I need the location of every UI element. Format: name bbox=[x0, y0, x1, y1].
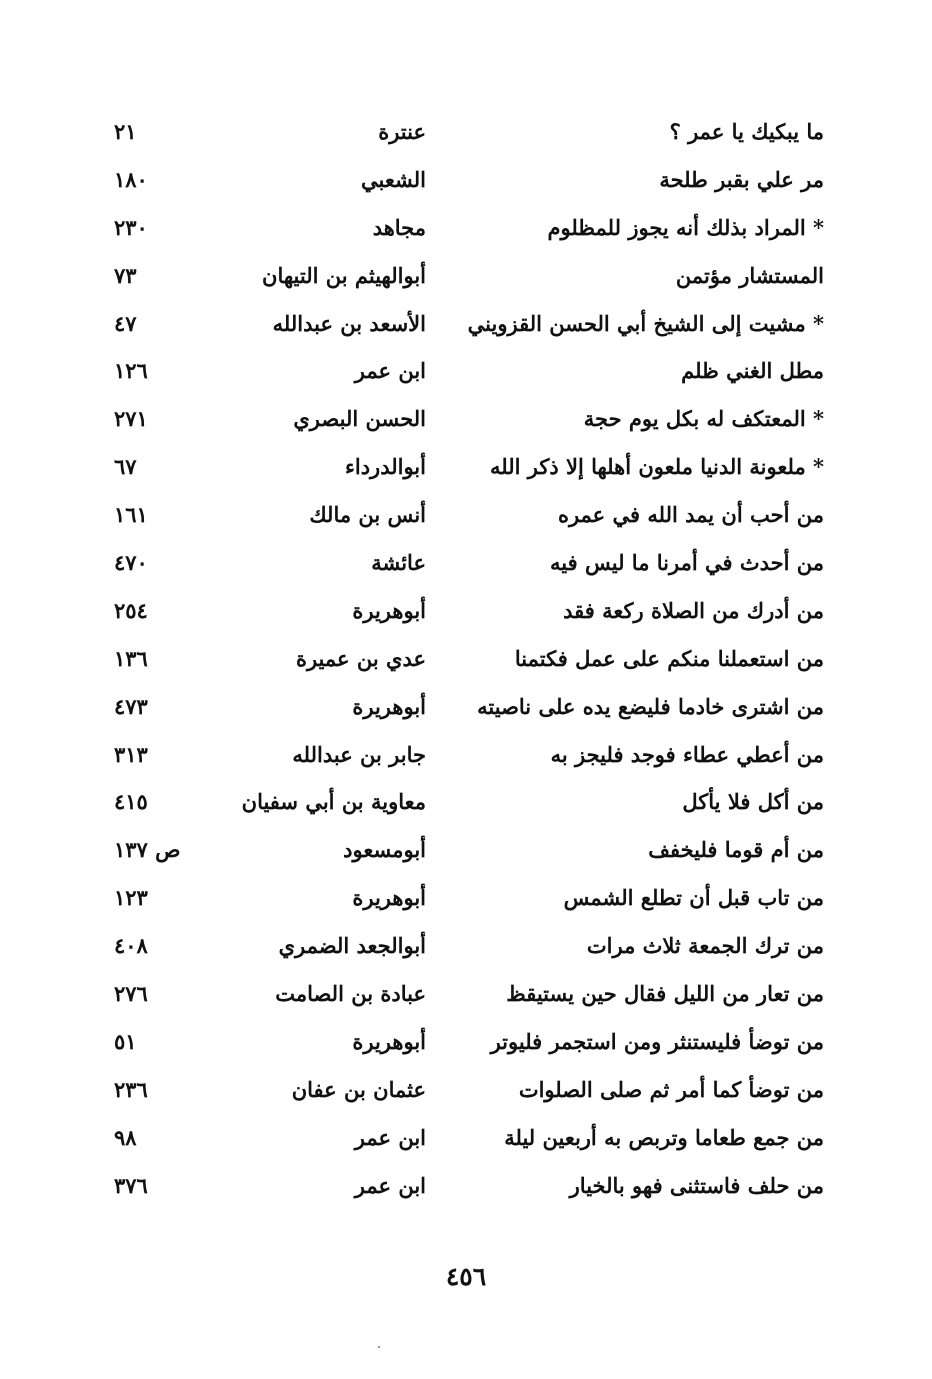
narrator-name: أبوهريرة bbox=[352, 885, 426, 911]
page-reference: ١٨٠ bbox=[114, 166, 148, 192]
table-row bbox=[100, 828, 830, 876]
table-row bbox=[100, 972, 830, 1020]
table-row bbox=[100, 1116, 830, 1164]
page-reference: ٤٠٨ bbox=[114, 933, 148, 959]
page-reference: ٤٧٠ bbox=[114, 550, 148, 576]
page-reference: ٢٧١ bbox=[114, 406, 148, 432]
hadith-text: * مشيت إلى الشيخ أبي الحسن القزويني bbox=[467, 310, 824, 336]
narrator-name: أبوالدرداء bbox=[345, 454, 426, 480]
page-reference: ٤١٥ bbox=[114, 789, 148, 815]
page-reference: ٦٧ bbox=[114, 454, 137, 480]
table-row bbox=[100, 924, 830, 972]
page-reference: ٢٣٦ bbox=[114, 1076, 148, 1102]
narrator-name: الشعبي bbox=[361, 166, 426, 192]
hadith-text: من تعار من الليل فقال حين يستيقظ bbox=[506, 981, 824, 1007]
narrator-name: أنس بن مالك bbox=[309, 502, 426, 528]
table-row bbox=[100, 254, 830, 302]
table-row bbox=[100, 397, 830, 445]
table-row bbox=[100, 637, 830, 685]
table-row bbox=[100, 733, 830, 781]
page-reference: ١٢٦ bbox=[114, 358, 148, 384]
table-row bbox=[100, 445, 830, 493]
hadith-text: من أكل فلا يأكل bbox=[682, 789, 824, 815]
table-row bbox=[100, 876, 830, 924]
hadith-text: من توضأ كما أمر ثم صلى الصلوات bbox=[518, 1076, 824, 1102]
scan-speck bbox=[378, 1346, 380, 1348]
page-reference: ٢٧٦ bbox=[114, 981, 148, 1007]
narrator-name: معاوية بن أبي سفيان bbox=[241, 789, 426, 815]
page-reference: ١٦١ bbox=[114, 502, 148, 528]
hadith-text: من أحب أن يمد الله في عمره bbox=[557, 502, 824, 528]
hadith-text: من توضأ فليستنثر ومن استجمر فليوتر bbox=[490, 1028, 824, 1054]
hadith-text: من أعطي عطاء فوجد فليجز به bbox=[550, 741, 824, 767]
table-row bbox=[100, 158, 830, 206]
page-reference: ٤٧ bbox=[114, 310, 137, 336]
page-reference: ٥١ bbox=[114, 1028, 137, 1054]
hadith-text: مطل الغني ظلم bbox=[681, 358, 824, 384]
table-row bbox=[100, 1020, 830, 1068]
page-reference: ١٣٦ bbox=[114, 645, 148, 671]
table-row bbox=[100, 780, 830, 828]
narrator-name: الأسعد بن عبدالله bbox=[272, 310, 426, 336]
hadith-text: من تاب قبل أن تطلع الشمس bbox=[563, 885, 824, 911]
page-reference: ٢١ bbox=[114, 119, 137, 144]
table-row bbox=[100, 1068, 830, 1116]
page-reference: ص ١٣٧ bbox=[114, 837, 181, 863]
narrator-name: عثمان بن عفان bbox=[291, 1076, 426, 1102]
page-reference: ٣١٣ bbox=[114, 741, 148, 767]
hadith-text: * ملعونة الدنيا ملعون أهلها إلا ذكر الله bbox=[489, 454, 824, 480]
page-reference: ٢٣٠ bbox=[114, 214, 148, 240]
narrator-name: ابن عمر bbox=[354, 358, 426, 384]
table-row bbox=[100, 493, 830, 541]
narrator-name: مجاهد bbox=[372, 214, 426, 240]
table-row bbox=[100, 1164, 830, 1212]
narrator-name: ابن عمر bbox=[354, 1124, 426, 1150]
narrator-name: عدي بن عميرة bbox=[295, 645, 426, 671]
table-row bbox=[100, 110, 830, 158]
hadith-index-table bbox=[100, 110, 830, 1211]
page-reference: ٣٧٦ bbox=[114, 1172, 148, 1198]
page-reference: ٤٧٣ bbox=[114, 693, 148, 719]
narrator-name: عبادة بن الصامت bbox=[275, 981, 426, 1007]
hadith-text: المستشار مؤتمن bbox=[675, 262, 824, 288]
table-row bbox=[100, 685, 830, 733]
hadith-text: مر علي بقبر طلحة bbox=[659, 166, 824, 192]
narrator-name: أبوهريرة bbox=[352, 597, 426, 623]
table-row bbox=[100, 349, 830, 397]
hadith-text: ما يبكيك يا عمر ؟ bbox=[669, 119, 824, 144]
narrator-name: عنترة bbox=[378, 119, 426, 144]
page-reference: ٢٥٤ bbox=[114, 597, 148, 623]
hadith-text: من أدرك من الصلاة ركعة فقد bbox=[563, 597, 824, 623]
table-row bbox=[100, 206, 830, 254]
hadith-text: من أم قوما فليخفف bbox=[648, 837, 824, 863]
page-number: ٤٥٦ bbox=[445, 1262, 487, 1291]
narrator-name: أبوالهيثم بن التيهان bbox=[262, 262, 426, 288]
hadith-text: * المراد بذلك أنه يجوز للمظلوم bbox=[547, 214, 824, 240]
narrator-name: أبوالجعد الضمري bbox=[278, 933, 426, 959]
narrator-name: أبوهريرة bbox=[352, 1028, 426, 1054]
narrator-name: عائشة bbox=[371, 550, 426, 576]
hadith-text: من ترك الجمعة ثلاث مرات bbox=[586, 933, 824, 959]
table-row bbox=[100, 589, 830, 637]
page-reference: ٩٨ bbox=[114, 1124, 137, 1150]
hadith-text: من جمع طعاما وتربص به أربعين ليلة bbox=[504, 1124, 824, 1150]
page-reference: ١٢٣ bbox=[114, 885, 148, 911]
hadith-text: من حلف فاستثنى فهو بالخيار bbox=[569, 1172, 824, 1198]
narrator-name: ابن عمر bbox=[354, 1172, 426, 1198]
page-reference: ٧٣ bbox=[114, 262, 137, 288]
hadith-text: * المعتكف له بكل يوم حجة bbox=[583, 406, 824, 432]
narrator-name: جابر بن عبدالله bbox=[292, 741, 426, 767]
hadith-text: من أحدث في أمرنا ما ليس فيه bbox=[550, 550, 824, 576]
hadith-text: من اشترى خادما فليضع يده على ناصيته bbox=[477, 693, 824, 719]
narrator-name: أبومسعود bbox=[343, 837, 426, 863]
narrator-name: الحسن البصري bbox=[293, 406, 426, 432]
table-row bbox=[100, 302, 830, 350]
table-row bbox=[100, 541, 830, 589]
narrator-name: أبوهريرة bbox=[352, 693, 426, 719]
hadith-text: من استعملنا منكم على عمل فكتمنا bbox=[514, 645, 824, 671]
